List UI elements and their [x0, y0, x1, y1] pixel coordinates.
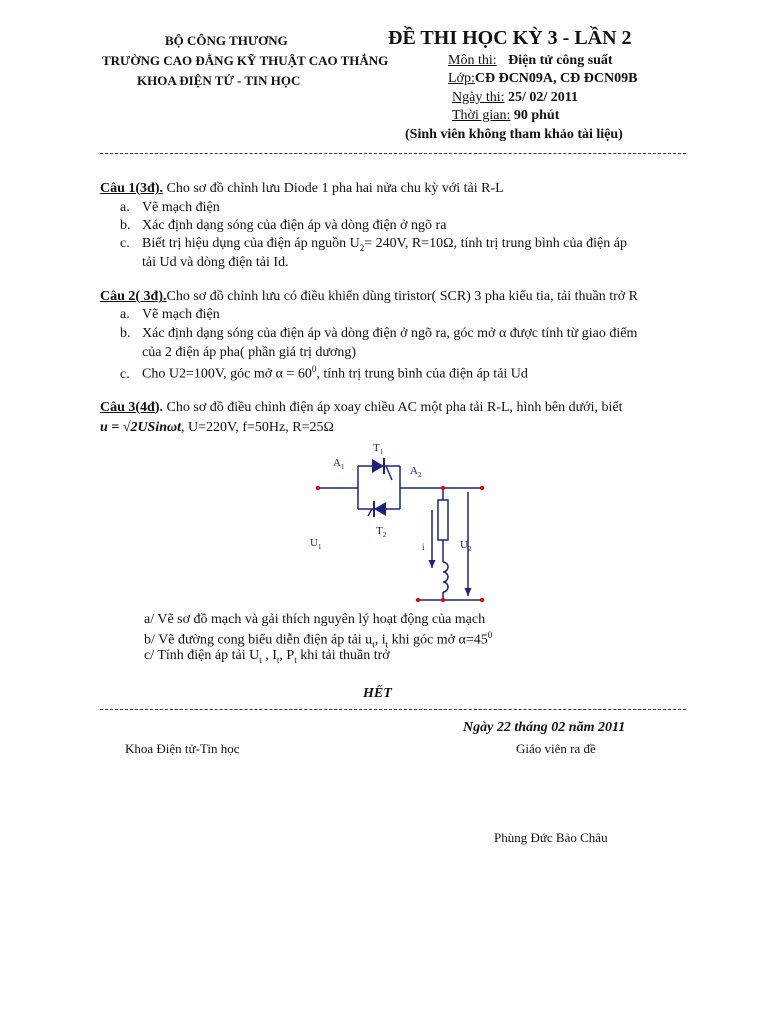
label-a1: $A_1$ — [333, 457, 345, 471]
question-3-formula-row — [100, 420, 334, 436]
footer-teacher-label: Giáo viên ra đề — [516, 741, 596, 756]
label-a2: $A_2$ — [410, 465, 422, 479]
question-3-formula: u = √2USinωt — [100, 420, 182, 435]
question-2-b: b. Xác định dạng sóng của điện áp và dòng điện ở ngõ ra, góc mở α được tính từ giao điểm — [120, 326, 638, 341]
question-1-label: Câu 1(3đ). — [100, 181, 164, 196]
subject-value: Điện tử công suất — [508, 53, 613, 68]
question-3-b: b/ Vẽ đường cong biểu diễn điện áp tải $u_t$, $i_t$ khi góc mở $\alpha=45^0$ — [144, 630, 493, 650]
footer-divider — [100, 709, 686, 710]
question-1-text: Cho sơ đồ chỉnh lưu Diode 1 pha hai nửa chu kỳ với tải R-L — [163, 181, 504, 196]
exam-title: ĐỀ THI HỌC KỲ 3 - LẦN 2 — [388, 27, 632, 49]
school-name: TRƯỜNG CAO ĐẲNG KỸ THUẬT CAO THẮNG — [102, 53, 389, 68]
question-3-text: Cho sơ đồ điều chỉnh điện áp xoay chiều AC một pha tải R-L, hình bên dưới, biết — [163, 400, 623, 415]
end-mark: HẾT — [363, 686, 392, 701]
date-row — [452, 90, 578, 106]
question-2-label: Câu 2( 3đ). — [100, 289, 167, 304]
label-t2: $T_2$ — [376, 525, 387, 539]
ac-regulator-circuit-diagram — [300, 436, 500, 614]
time-value: 90 phút — [513, 108, 560, 123]
date-label: Ngày thi: — [452, 90, 505, 105]
label-t1: $T_1$ — [373, 442, 384, 456]
time-label: Thời gian: — [452, 108, 511, 123]
time-row — [452, 108, 559, 124]
class-label: Lớp: — [448, 71, 475, 86]
header-divider — [100, 153, 686, 154]
question-3: Câu 3(4đ). Cho sơ đồ điều chỉnh điện áp xoay chiều AC một pha tải R-L, hình bên dưới, biết — [100, 400, 623, 415]
label-u2: $U_2$ — [460, 539, 472, 553]
class-value: CĐ ĐCN09A, CĐ ĐCN09B — [474, 71, 638, 86]
question-2-b-cont: của 2 điện áp pha( phần giá trị dương) — [142, 345, 357, 360]
question-3-params: , U=220V, f=50Hz, R=25Ω — [181, 420, 334, 435]
question-2-text: Cho sơ đồ chỉnh lưu có điều khiển dùng tiristor( SCR) 3 pha kiểu tia, tải thuần trở R — [166, 289, 639, 304]
ministry-name: BỘ CÔNG THƯƠNG — [165, 33, 288, 48]
question-1-c-cont: tải Ud và dòng điện tải Id. — [142, 255, 289, 270]
question-1-c: c. Biết trị hiệu dụng của điện áp nguồn $U_2= 240V$, R=10Ω, tính trị trung bình của điện áp — [120, 236, 627, 253]
footer-teacher-name: Phùng Đức Bảo Châu — [494, 830, 608, 845]
question-3-c: c/ Tính điện áp tải $U_t$ , $I_t$, $P_t$ khi tải thuần trở — [144, 648, 390, 665]
footer-date: Ngày 22 tháng 02 năm 2011 — [463, 720, 626, 735]
date-value: 25/ 02/ 2011 — [508, 90, 579, 105]
exam-note: (Sinh viên không tham khảo tài liệu) — [405, 127, 623, 142]
label-current: i — [422, 542, 425, 552]
question-1-b: b. Xác định dạng sóng của điện áp và dòng điện ở ngõ ra — [120, 218, 447, 233]
question-1-a: a. Vẽ mạch điện — [120, 200, 220, 215]
class-row — [448, 71, 637, 87]
label-u1: $U_1$ — [310, 537, 322, 551]
subject-row — [448, 53, 613, 69]
faculty-name: KHOA ĐIỆN TỬ - TIN HỌC — [137, 73, 301, 88]
question-3-a: a/ Vẽ sơ đồ mạch và gải thích nguyên lý hoạt động của mạch — [144, 612, 486, 627]
question-3-label: Câu 3(4đ — [100, 400, 155, 415]
footer-faculty: Khoa Điện tử-Tin học — [125, 741, 240, 756]
question-2-c: c. Cho U2=100V, góc mở $\alpha = 60^0$, tính trị trung bình của điện áp tải Ud — [120, 364, 528, 382]
subject-label: Môn thi: — [448, 53, 497, 68]
question-2 — [100, 289, 638, 305]
question-1 — [100, 181, 504, 197]
question-2-a: a. Vẽ mạch điện — [120, 307, 220, 322]
